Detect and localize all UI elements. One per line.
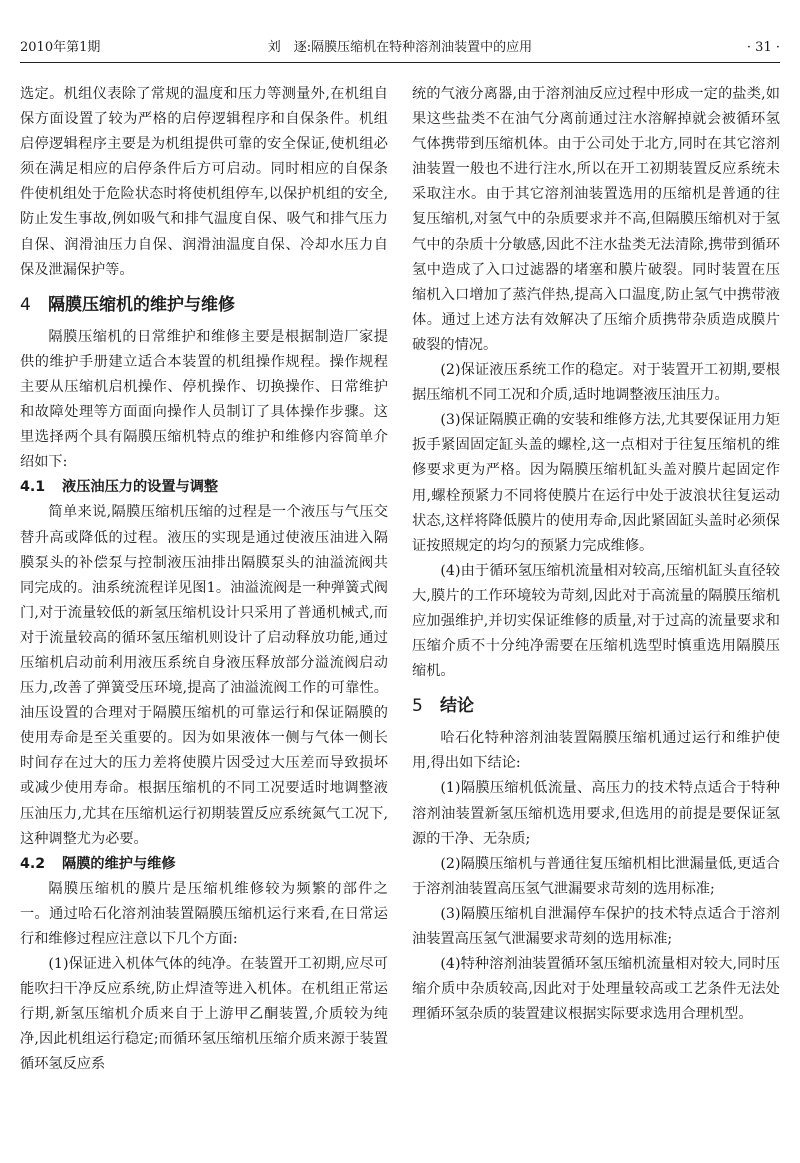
subsection-number: 4.2 (20, 855, 46, 872)
article-running-title: 刘 逐:隔膜压缩机在特种溶剂油装置中的应用 (267, 40, 533, 55)
section-number: 5 (412, 696, 423, 717)
section-number: 4 (20, 294, 31, 315)
subsection-number: 4.1 (20, 479, 46, 496)
paragraph: 隔膜压缩机的膜片是压缩机维修较为频繁的部件之一。通过哈石化溶剂油装置隔膜压缩机运行来看,在日常运行和维修过程应注意以下几个方面: (20, 880, 388, 947)
subsection-title: 液压油压力的设置与调整 (62, 479, 219, 496)
subsection-heading-4-2 (20, 852, 388, 877)
paragraph: 哈石化特种溶剂油装置隔膜压缩机通过运行和维护使用,得出如下结论: (412, 730, 780, 772)
paragraph: (1)保证进入机体气体的纯净。在装置开工初期,应尽可能吹扫干净反应系统,防止焊渣等进入机体。在机组正常运行期,新氢压缩机介质来自于上游甲乙酮装置,介质较为纯净,因此机组运行稳定;而循环氢压缩机压缩介质来源于装置循环氢反应系 (20, 956, 388, 1073)
paragraph: 隔膜压缩机的日常维护和维修主要是根据制造厂家提供的维护手册建立适合本装置的机组操作规程。操作规程主要从压缩机启机操作、停机操作、切换操作、日常维护和故障处理等方面面向操作人员制订了具体操作步骤。这里选择两个具有隔膜压缩机特点的维护和维修内容简单介绍如下: (20, 328, 388, 471)
section-heading-5 (412, 694, 780, 718)
left-column (20, 82, 388, 1078)
paragraph: 选定。机组仪表除了常规的温度和压力等测量外,在机组自保方面设置了较为严格的启停逻辑程序和自保条件。机组启停逻辑程序主要是为机组提供可靠的安全保证,使机组必须在满足相应的启停条件后方可启动。同时相应的自保条件使机组处于危险状态时将使机组停车,以保护机组的安全,防止发生事故,例如吸气和排气温度自保、吸气和排气压力自保、润滑油压力自保、润滑油温度自保、冷却水压力自保及泄漏保护等。 (20, 86, 388, 278)
paragraph: 简单来说,隔膜压缩机压缩的过程是一个液压与气压交替升高或降低的过程。液压的实现是通过使液压油进入隔膜泵头的补偿泵与控制液压油排出隔膜泵头的油溢流阀共同完成的。油系统流程详见图1。油溢流阀是一种弹簧式阀门,对于流量较低的新氢压缩机设计只采用了普通机械式,而对于流量较高的循环氢压缩机则设计了启动释放功能,通过压缩机启动前利用液压系统自身液压释放部分溢流阀启动压力,改善了弹簧受压环境,提高了油溢流阀工作的可靠性。油压设置的合理对于隔膜压缩机的可靠运行和保证隔膜的使用寿命是至关重要的。因为如果液体一侧与气体一侧长时间存在过大的压力差将使膜片因受过大压差而导致损坏或减少使用寿命。根据压缩机的不同工况要适时地调整液压油压力,尤其在压缩机运行初期装置反应系统氮气工况下,这种调整尤为必要。 (20, 504, 388, 847)
paragraph: (1)隔膜压缩机低流量、高压力的技术特点适合于特种溶剂油装置新氢压缩机选用要求,但选用的前提是要保证氢源的干净、无杂质; (412, 780, 780, 847)
paragraph: (4)由于循环氢压缩机流量相对较高,压缩机缸头直径较大,膜片的工作环境较为苛刻,因此对于高流量的隔膜压缩机应加强维护,并切实保证维修的质量,对于过高的流量要求和压缩介质不十分纯净需要在压缩机选型时慎重选用隔膜压缩机。 (412, 562, 780, 680)
paragraph: (3)隔膜压缩机自泄漏停车保护的技术特点适合于溶剂油装置高压氢气泄漏要求苛刻的选用标准; (412, 905, 780, 947)
paragraph: (2)保证液压系统工作的稳定。对于装置开工初期,要根据压缩机不同工况和介质,适时地调整液压油压力。 (412, 362, 780, 404)
subsection-title: 隔膜的维护与维修 (62, 855, 176, 872)
paragraph: (2)隔膜压缩机与普通往复压缩机相比泄漏量低,更适合于溶剂油装置高压氢气泄漏要求苛刻的选用标准; (412, 855, 780, 897)
section-title: 隔膜压缩机的维护与维修 (48, 294, 235, 315)
paragraph: (3)保证隔膜正确的安装和维修方法,尤其要保证用力矩扳手紧固固定缸头盖的螺栓,这一点相对于往复压缩机的维修要求更为严格。因为隔膜压缩机缸头盖对膜片起固定作用,螺栓预紧力不同将使膜片在运行中处于波浪状往复运动状态,这样将降低膜片的使用寿命,因此紧固缸头盖时必须保证按照规定的均匀的预紧力完成维修。 (412, 412, 780, 554)
paragraph: (4)特种溶剂油装置循环氢压缩机流量相对较大,同时压缩介质中杂质较高,因此对于处理量较高或工艺条件无法处理循环氢杂质的装置建议根据实际要求选用合理机型。 (412, 956, 780, 1023)
section-heading-4 (20, 293, 388, 317)
running-header (20, 36, 780, 63)
page-number: · 31 · (746, 40, 780, 55)
subsection-heading-4-1 (20, 475, 388, 500)
paragraph: 统的气液分离器,由于溶剂油反应过程中形成一定的盐类,如果这些盐类不在油气分离前通过注水溶解掉就会被循环氢气体携带到压缩机体。由于公司处于北方,同时在其它溶剂油装置一般也不进行注水,所以在开工初期装置反应系统未采取注水。由于其它溶剂油装置选用的压缩机是普通的往复压缩机,对氢气中的杂质要求并不高,但隔膜压缩机对于氢气中的杂质十分敏感,因此不注水盐类无法清除,携带到循环氢中造成了入口过滤器的堵塞和膜片破裂。同时装置在压缩机入口增加了蒸汽伴热,提高入口温度,防止氢气中携带液体。通过上述方法有效解决了压缩介质携带杂质造成膜片破裂的情况。 (412, 86, 780, 353)
section-title: 结论 (440, 696, 474, 717)
right-column (412, 82, 780, 1027)
issue-label: 2010年第1期 (20, 40, 101, 55)
